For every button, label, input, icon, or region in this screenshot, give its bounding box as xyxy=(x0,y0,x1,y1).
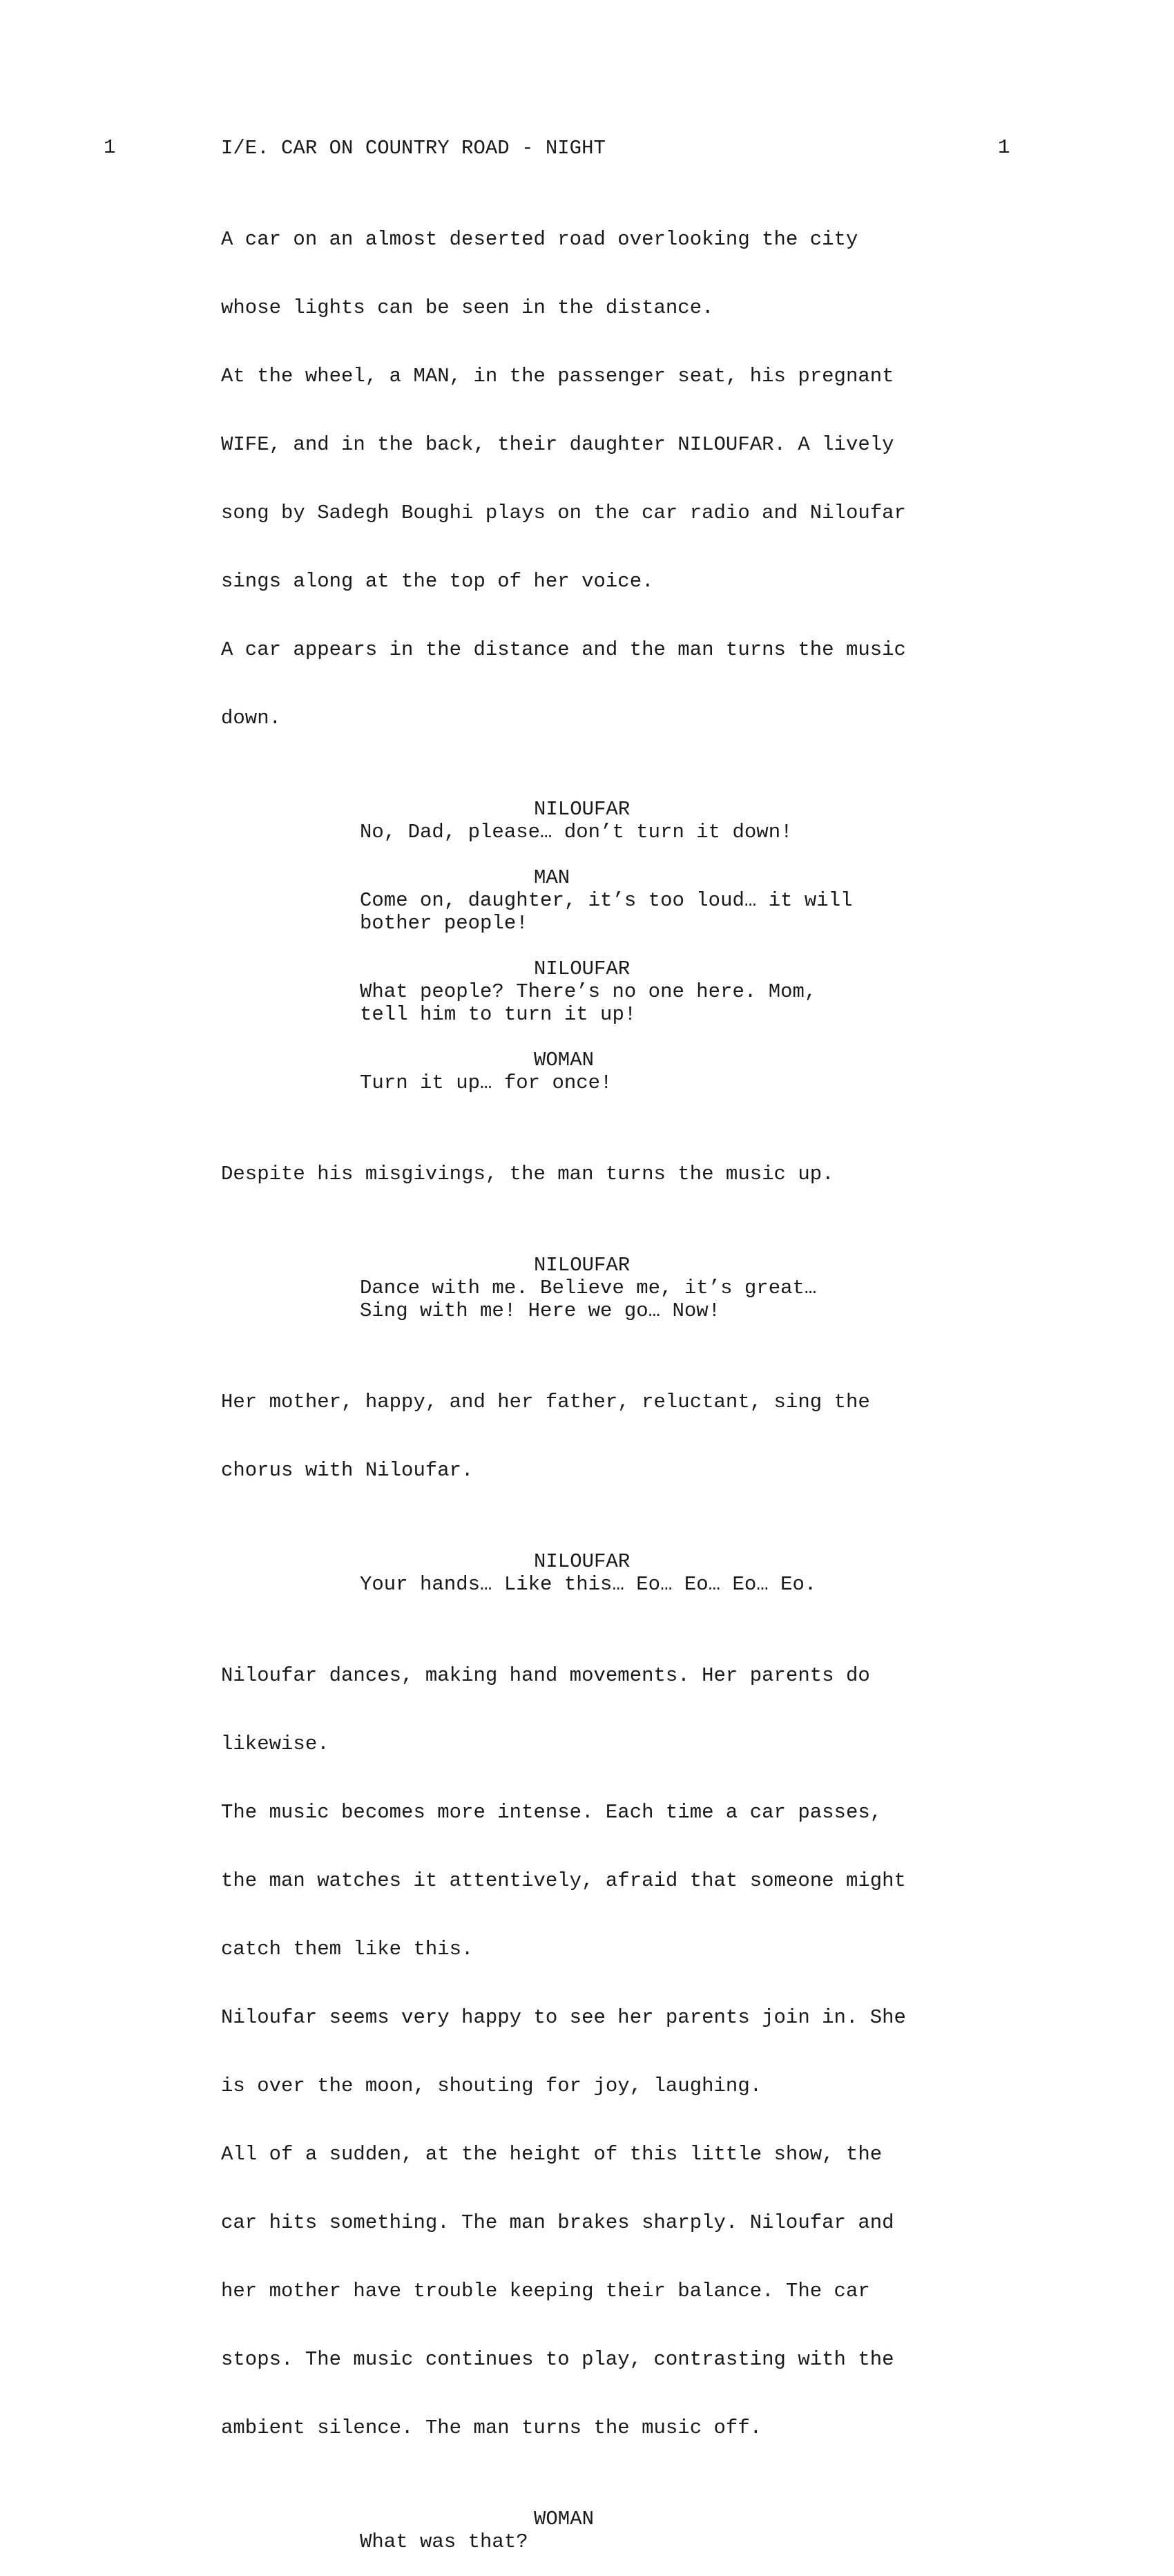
action-line: Niloufar seems very happy to see her parents join in. She xyxy=(221,2006,906,2029)
dialogue-line: tell him to turn it up! xyxy=(360,1003,637,1026)
action-line: Niloufar dances, making hand movements. Her parents do xyxy=(221,1664,870,1687)
dialogue-block xyxy=(0,798,1174,843)
action-line: car hits something. The man brakes sharply. Niloufar and xyxy=(221,2211,894,2234)
action-line: At the wheel, a MAN, in the passenger seat, his pregnant xyxy=(221,365,894,388)
character-name: NILOUFAR xyxy=(534,957,631,980)
scene-number-left: 1 xyxy=(104,136,116,159)
character-name: WOMAN xyxy=(534,2508,595,2530)
dialogue-block xyxy=(0,1254,1174,1322)
dialogue-line: What was that? xyxy=(360,2530,528,2553)
action-block xyxy=(221,1117,1008,1231)
action-block xyxy=(221,1345,1008,1527)
script-body xyxy=(0,182,1174,2576)
dialogue-block xyxy=(0,1550,1174,1596)
action-block xyxy=(221,1619,1008,2485)
action-line: All of a sudden, at the height of this little show, the xyxy=(221,2143,883,2166)
action-line: her mother have trouble keeping their balance. The car xyxy=(221,2280,870,2302)
dialogue-line: Come on, daughter, it’s too loud… it will xyxy=(360,889,853,912)
character-name: NILOUFAR xyxy=(534,1550,631,1573)
action-line: is over the moon, shouting for joy, laughing. xyxy=(221,2074,762,2097)
character-name: NILOUFAR xyxy=(534,1254,631,1277)
action-line: catch them like this. xyxy=(221,1938,474,1960)
action-line: stops. The music continues to play, contrasting with the xyxy=(221,2348,894,2371)
character-name: MAN xyxy=(534,866,570,889)
dialogue-line: What people? There’s no one here. Mom, xyxy=(360,980,817,1003)
action-line: chorus with Niloufar. xyxy=(221,1459,474,1482)
action-line: whose lights can be seen in the distance. xyxy=(221,296,714,319)
action-line: Despite his misgivings, the man turns the music up. xyxy=(221,1163,834,1185)
action-line: A car on an almost deserted road overlooking the city xyxy=(221,228,858,251)
scene-heading: I/E. CAR ON COUNTRY ROAD - NIGHT xyxy=(221,137,606,160)
action-block xyxy=(221,182,1008,775)
action-line: ambient silence. The man turns the music off. xyxy=(221,2416,762,2439)
character-name: NILOUFAR xyxy=(534,798,631,821)
dialogue-line: No, Dad, please… don’t turn it down! xyxy=(360,821,793,843)
dialogue-block xyxy=(0,2508,1174,2553)
character-name: WOMAN xyxy=(534,1049,595,1071)
dialogue-line: Dance with me. Believe me, it’s great… xyxy=(360,1277,817,1299)
dialogue-line: Turn it up… for once! xyxy=(360,1071,613,1094)
dialogue-line: Your hands… Like this… Eo… Eo… Eo… Eo. xyxy=(360,1573,817,1596)
dialogue-block xyxy=(0,1049,1174,1094)
action-line: the man watches it attentively, afraid that someone might xyxy=(221,1869,906,1892)
scene-number-right: 1 xyxy=(998,136,1010,159)
action-line: WIFE, and in the back, their daughter NILOUFAR. A lively xyxy=(221,433,894,456)
action-line: song by Sadegh Boughi plays on the car radio and Niloufar xyxy=(221,502,906,524)
action-line: The music becomes more intense. Each time a car passes, xyxy=(221,1801,883,1824)
action-line: down. xyxy=(221,707,282,729)
action-line: likewise. xyxy=(221,1733,329,1755)
dialogue-line: bother people! xyxy=(360,912,528,935)
action-line: Her mother, happy, and her father, reluctant, sing the xyxy=(221,1391,870,1413)
dialogue-block xyxy=(0,957,1174,1026)
action-line: A car appears in the distance and the man turns the music xyxy=(221,638,906,661)
action-line: sings along at the top of her voice. xyxy=(221,570,654,593)
dialogue-line: Sing with me! Here we go… Now! xyxy=(360,1299,721,1322)
dialogue-block xyxy=(0,866,1174,935)
